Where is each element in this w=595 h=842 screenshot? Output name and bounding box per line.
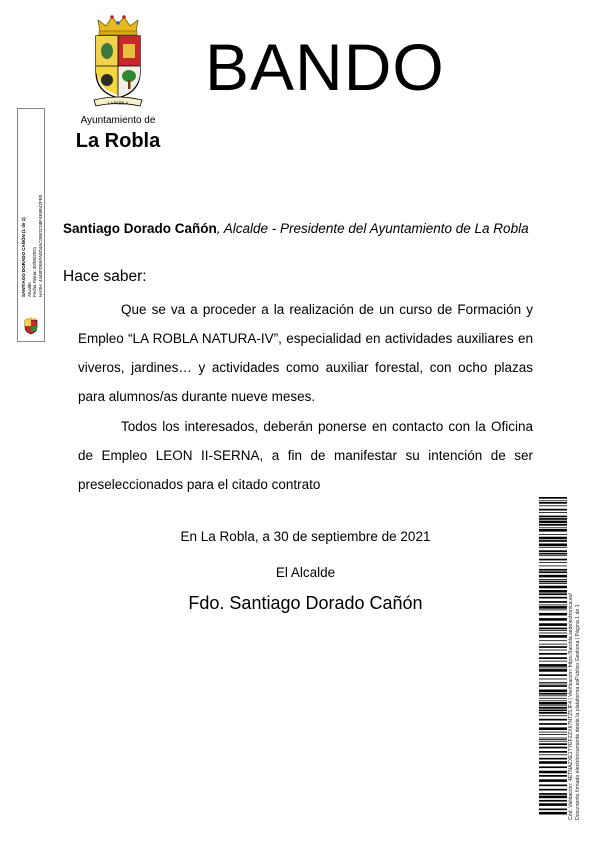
- barcode-bar: [539, 679, 567, 680]
- body-paragraph-2: Todos los interesados, deberán ponerse en contacto con la Oficina de Empleo LEON II-SERNA, a fin de manifestar su intención de ser preseleccionados para el citado contrato: [78, 419, 533, 492]
- body-paragraph-1: Que se va a proceder a la realización de un curso de Formación y Empleo “LA ROBLA NATURA-IV”, especialidad en actividades auxiliares en viveros, jardines… y actividades como auxiliar forestal, con ocho plazas para alumnos/as durante nueve meses.: [78, 302, 533, 404]
- barcode-bar: [539, 800, 567, 802]
- organization-label: Ayuntamiento de: [80, 115, 156, 126]
- barcode-bar: [539, 583, 567, 584]
- barcode-bar: [539, 719, 567, 721]
- barcode-bar: [539, 529, 567, 532]
- barcode-bar: [539, 581, 567, 583]
- barcode-bar: [539, 669, 567, 672]
- signature-line: Fdo. Santiago Dorado Cañón: [188, 593, 423, 613]
- barcode-bar: [539, 707, 567, 709]
- verification-code-line: Cód. Validación: 4ETNAZXE1TYEFZZX67NTZ5JF4 | Verificación: https://larobla.sedelectronica.es/: [568, 592, 574, 820]
- barcode-bar: [539, 766, 567, 768]
- author-name: Santiago Dorado Cañón: [63, 221, 217, 236]
- barcode-bar: [539, 661, 567, 662]
- barcode-bar: [539, 500, 567, 501]
- barcode-bar: [539, 747, 567, 749]
- barcode-bar: [539, 623, 567, 626]
- barcode-bar: [539, 727, 567, 730]
- date-line: En La Robla, a 30 de septiembre de 2021: [180, 529, 431, 544]
- barcode-bar: [539, 618, 567, 621]
- barcode-bar: [539, 734, 567, 735]
- barcode-bar: [539, 674, 567, 676]
- verification-platform-line: Documento firmado electrónicamente desde la plataforma esPublico Gestiona | Página 1 de 1: [574, 604, 581, 820]
- barcode-bar: [539, 640, 567, 641]
- barcode-bar: [539, 633, 567, 634]
- barcode-bar: [539, 537, 567, 540]
- barcode-bar: [539, 754, 567, 755]
- barcode-bar: [539, 547, 567, 548]
- barcode-bar: [539, 698, 567, 699]
- barcode-bar: [539, 540, 567, 542]
- barcode-bar: [539, 693, 567, 695]
- signer-line: SANTIAGO DORADO CAÑÓN (1 de 1): [21, 217, 26, 297]
- signer-title: El Alcalde: [275, 565, 336, 580]
- barcode-bar: [539, 613, 567, 616]
- barcode-bar: [539, 682, 567, 683]
- barcode-bar: [539, 555, 567, 556]
- barcode-bar: [539, 605, 567, 606]
- barcode-bar: [539, 809, 567, 811]
- author-role: , Alcalde - Presidente del Ayuntamiento de La Robla: [216, 221, 529, 236]
- barcode-bar: [539, 732, 567, 733]
- barcode-bar: [539, 497, 567, 499]
- barcode-bar: [539, 597, 567, 599]
- barcode-bar: [539, 741, 567, 742]
- barcode-bar: [539, 516, 567, 518]
- barcode-bar: [539, 571, 567, 573]
- barcode-bar: [539, 505, 567, 506]
- barcode-bar: [539, 575, 567, 578]
- barcode-bar: [539, 803, 567, 806]
- verification-info: [568, 500, 586, 820]
- barcode-bar: [539, 579, 567, 580]
- barcode-bar: [539, 628, 567, 630]
- signature-date-line: Fecha Firma: 30/09/2021: [32, 246, 37, 297]
- barcode-bar: [539, 793, 567, 795]
- barcode-bar: [539, 705, 567, 706]
- barcode-bar: [539, 644, 567, 645]
- barcode-bar: [539, 527, 567, 528]
- author-line: [63, 221, 529, 236]
- mini-coat-of-arms-icon: [23, 317, 39, 335]
- organization-name: La Robla: [75, 130, 161, 152]
- barcode-bar: [539, 512, 567, 513]
- signature-hash-line: HASH: 4448FDE6FA0D4AC09E2C08F4E8E42FE0: [37, 194, 43, 297]
- barcode-bar: [539, 690, 567, 693]
- barcode-bar: [539, 771, 567, 774]
- barcode-bar: [539, 668, 567, 669]
- signer-role-line: Alcalde: [26, 282, 32, 297]
- barcode-bar: [539, 695, 567, 696]
- barcode-bar: [539, 657, 567, 659]
- barcode-bar: [539, 738, 567, 739]
- barcode-bar: [539, 534, 567, 535]
- barcode-bar: [539, 635, 567, 638]
- barcode-bar: [539, 723, 567, 725]
- barcode-bar: [539, 521, 567, 524]
- barcode-bar: [539, 544, 567, 547]
- signature-info: [21, 115, 42, 297]
- barcode-bar: [539, 710, 567, 712]
- barcode-bar: [539, 779, 567, 782]
- barcode-bar: [539, 569, 567, 571]
- barcode-bar: [539, 630, 567, 631]
- barcode-bar: [539, 796, 567, 799]
- barcode-bar: [539, 758, 567, 760]
- intro-heading: Hace saber:: [63, 268, 147, 285]
- barcode-bar: [539, 653, 567, 655]
- barcode-bar: [539, 664, 567, 667]
- barcode-bar: [539, 610, 567, 611]
- barcode-bar: [539, 553, 567, 555]
- barcode-bar: [539, 761, 567, 764]
- barcode-bar: [539, 712, 567, 714]
- document-title: BANDO: [205, 30, 445, 104]
- barcode-bar: [539, 502, 567, 504]
- barcode-bar: [539, 715, 567, 716]
- barcode-bar: [539, 775, 567, 777]
- barcode-bar: [539, 650, 567, 651]
- barcode-bar: [539, 685, 567, 687]
- barcode-bar: [539, 524, 567, 526]
- crest-banner-text: LA ROBLA: [107, 100, 129, 106]
- barcode-bar: [539, 509, 567, 511]
- barcode-bar: [539, 593, 567, 595]
- barcode-bar: [539, 646, 567, 648]
- barcode-bar: [539, 550, 567, 552]
- barcode-bar: [539, 606, 567, 609]
- electronic-signature-strip: [17, 108, 45, 342]
- barcode-bar: [539, 601, 567, 603]
- barcode-bar: [539, 586, 567, 589]
- coat-of-arms-logo: [88, 14, 148, 108]
- barcode-bar: [539, 590, 567, 593]
- barcode-bar: [539, 562, 567, 563]
- barcode-bar: [539, 743, 567, 745]
- barcode-bar: [539, 785, 567, 787]
- barcode-bar: [539, 566, 567, 567]
- barcode-bar: [539, 751, 567, 753]
- barcode-bar: [539, 700, 567, 701]
- barcode-bar: [539, 559, 567, 561]
- verification-barcode: [539, 497, 567, 817]
- barcode-bar: [539, 812, 567, 815]
- barcode-bar: [539, 702, 567, 705]
- barcode-bar: [539, 518, 567, 520]
- barcode-bar: [539, 684, 567, 685]
- barcode-bar: [539, 789, 567, 791]
- barcode-bar: [539, 739, 567, 740]
